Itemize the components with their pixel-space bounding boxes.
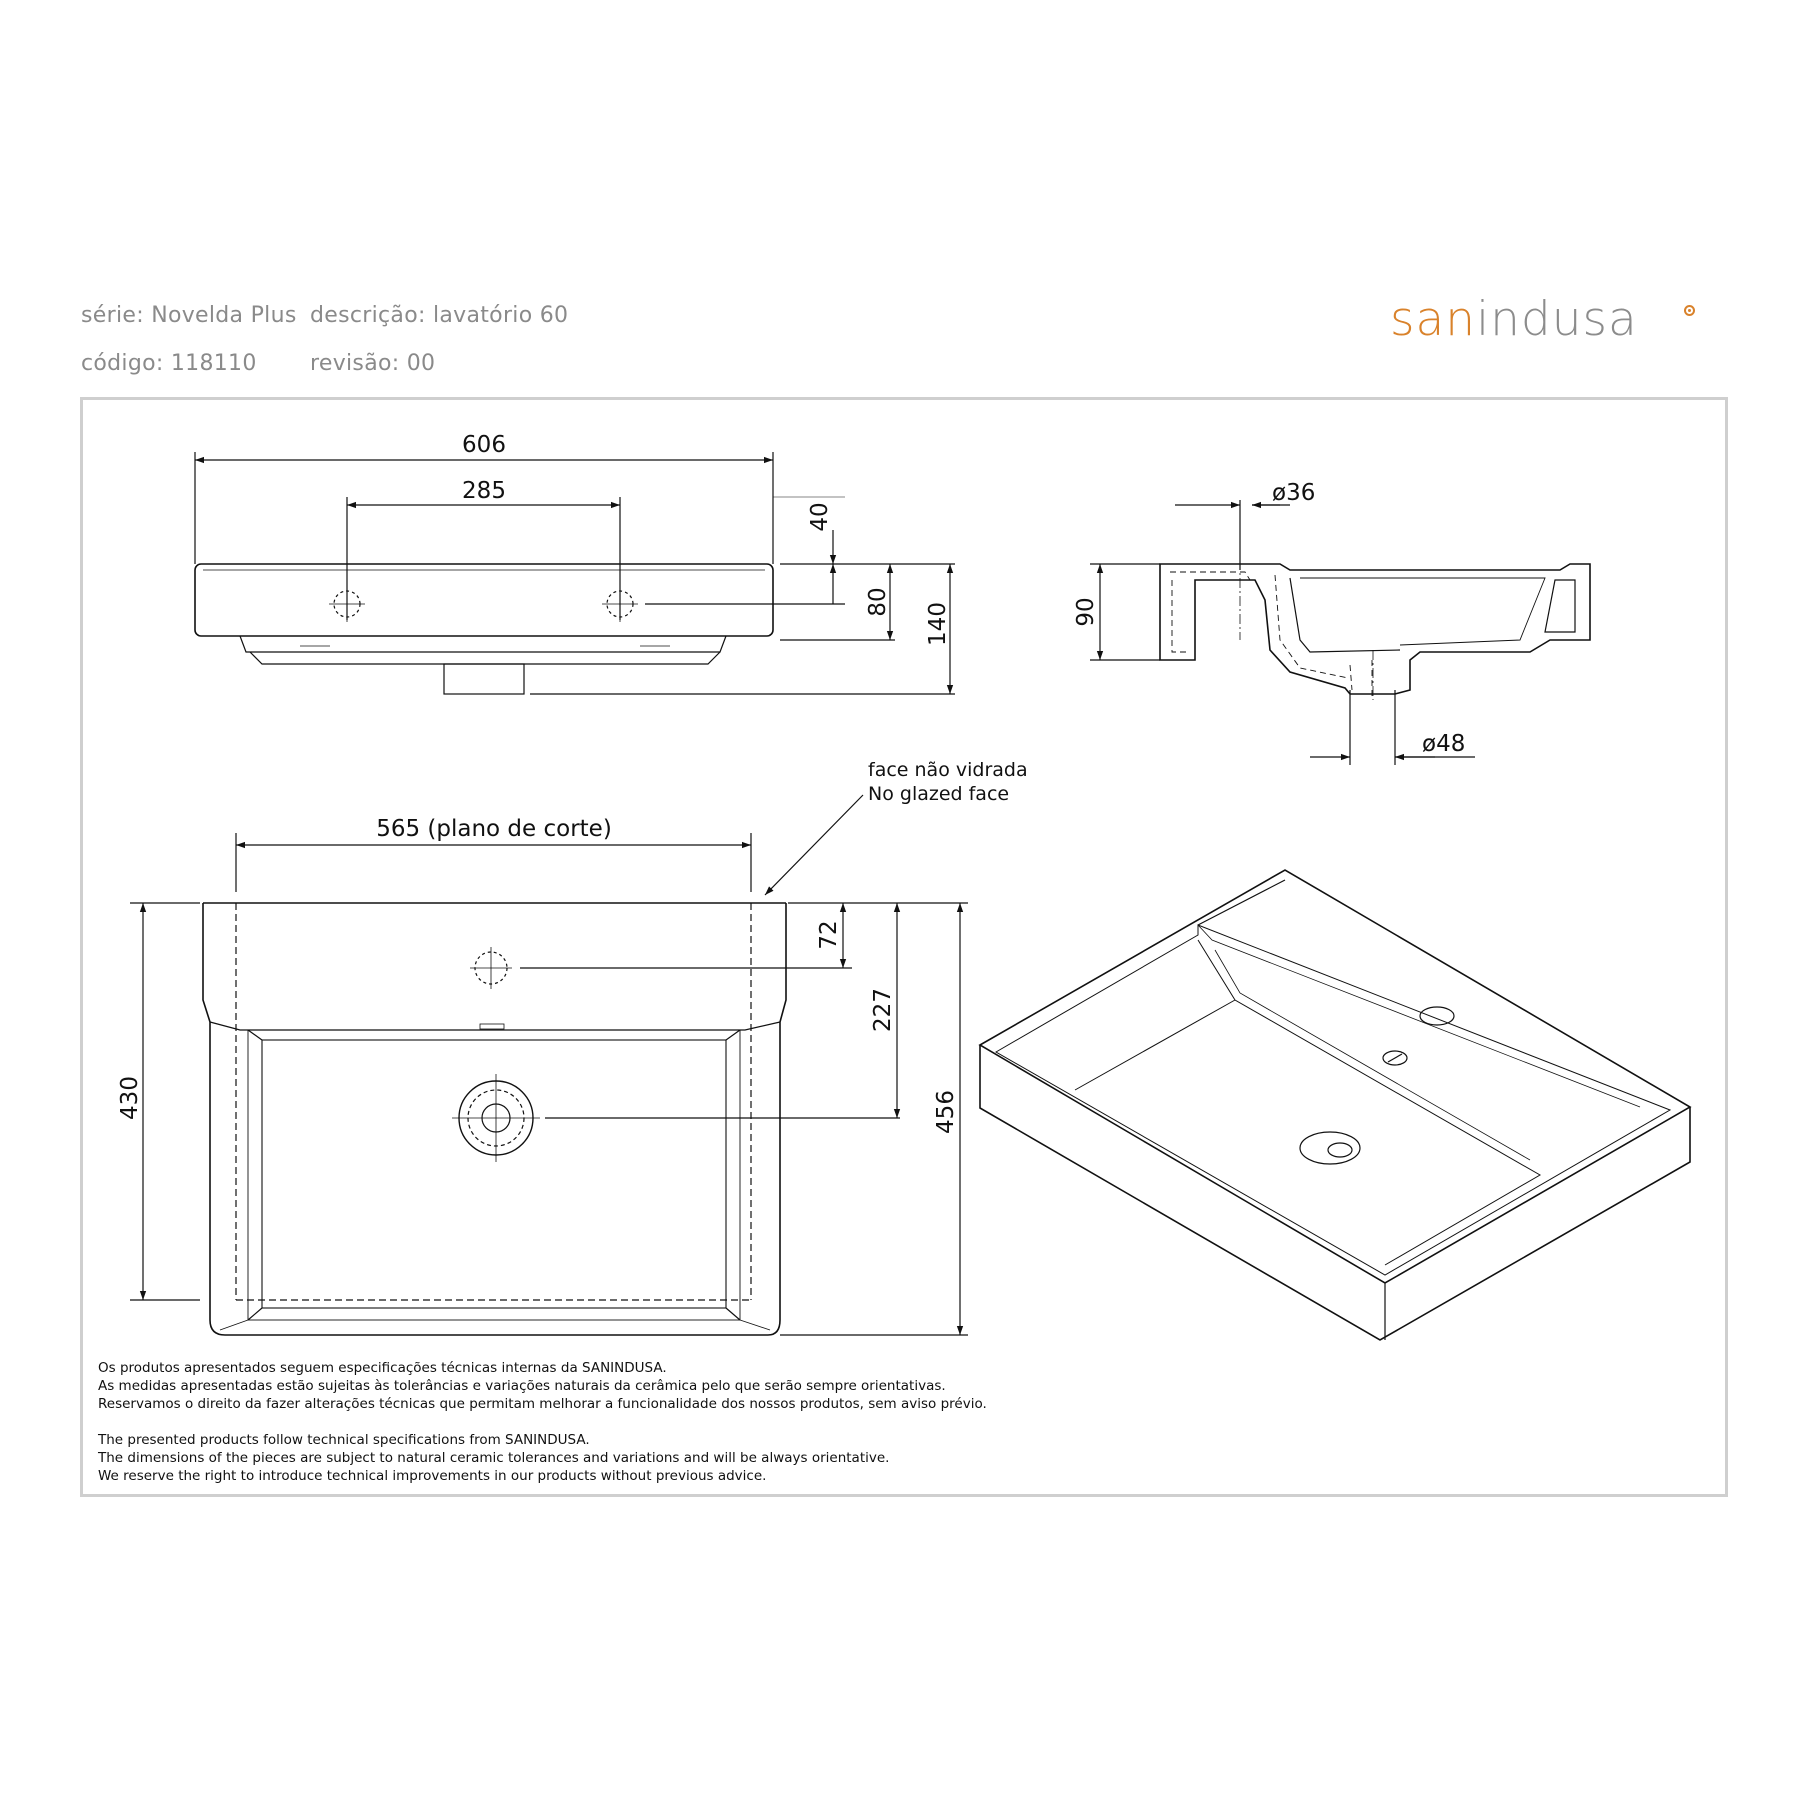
dim-cut-plane-width: 565 (plano de corte) [376,816,612,842]
glazed-face-note-pt: face não vidrada [868,759,1028,781]
top-view [130,795,968,1335]
dim-waste-diameter: ø48 [1422,731,1466,757]
disclaimer-pt-line-1: Os produtos apresentados seguem especificações técnicas internas da SANINDUSA. [98,1360,667,1376]
dim-bowl-depth: 90 [1073,597,1099,627]
dim-body-height: 80 [865,587,891,617]
tap-hole-symbol-right [602,586,638,622]
dim-depth-inner: 430 [117,1076,143,1120]
dim-width-total: 606 [462,432,506,458]
dim-depth-total: 456 [933,1090,959,1134]
dim-tap-hole-diameter: ø36 [1272,480,1316,506]
section-view [1090,500,1590,765]
front-view [195,452,955,694]
code-label: código: 118110 [81,351,257,376]
dim-tap-hole-spacing: 285 [462,478,506,504]
dim-total-height: 140 [925,602,951,646]
series-label: série: Novelda Plus [81,303,297,328]
revision-label: revisão: 00 [310,351,436,376]
isometric-view [980,870,1690,1340]
dim-waste-offset: 227 [870,988,896,1032]
disclaimer-en-line-2: The dimensions of the pieces are subject to natural ceramic tolerances and variations and will be always orientative. [98,1450,890,1466]
tap-hole-symbol-left [329,586,365,622]
disclaimer-en-line-1: The presented products follow technical specifications from SANINDUSA. [98,1432,590,1448]
top-tap-hole-symbol [470,947,512,989]
disclaimer-pt-line-3: Reservamos o direito da fazer alterações técnicas que permitam melhorar a funcionalidade dos nossos produtos, sem aviso prévio. [98,1396,987,1412]
dim-top-to-hole: 40 [807,502,833,532]
disclaimer-en-line-3: We reserve the right to introduce technical improvements in our products without previous advice. [98,1468,767,1484]
dimension-labels [117,432,1465,1134]
logo-text-indusa: indusa [1476,292,1638,347]
glazed-face-note-en: No glazed face [868,783,1010,805]
top-waste-symbol [452,1074,540,1162]
logo-text-san: san [1390,292,1477,347]
disclaimer-pt-line-2: As medidas apresentadas estão sujeitas às tolerâncias e variações naturais da cerâmica pelo que serão sempre orientativas. [98,1378,946,1394]
dim-tap-hole-offset: 72 [816,920,842,950]
description-label: descrição: lavatório 60 [310,303,569,328]
